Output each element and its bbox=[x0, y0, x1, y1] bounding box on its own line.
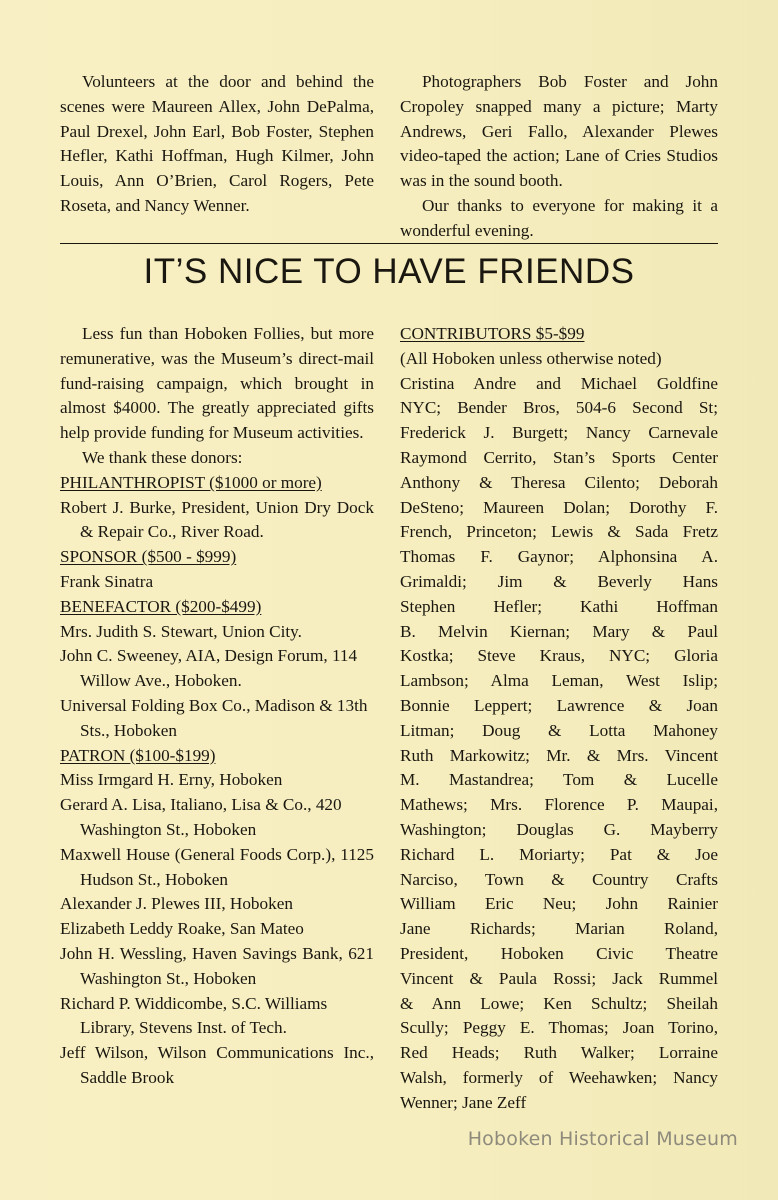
contributor-line: Narciso, Town & Country Crafts bbox=[400, 869, 718, 889]
benefactor-entry: Universal Folding Box Co., Madison & 13th Sts., Hoboken bbox=[60, 695, 368, 740]
sponsor-entry: Frank Sinatra bbox=[60, 571, 154, 591]
contributor-line: Walsh, formerly of Weehawken; Nancy bbox=[400, 1067, 718, 1087]
contributor-line: French, Princeton; Lewis & Sada Fretz bbox=[400, 522, 718, 542]
contributor-line: Vincent & Paula Rossi; Jack Rummel bbox=[400, 968, 718, 988]
philanthropist-entry: Robert J. Burke, President, Union Dry Dock & Repair Co., River Road. bbox=[60, 497, 374, 542]
volunteers-column bbox=[60, 70, 374, 219]
thanks-line: We thank these donors: bbox=[82, 447, 243, 467]
contributor-line: Bonnie Leppert; Lawrence & Joan bbox=[400, 695, 718, 715]
contributor-line: Stephen Hefler; Kathi Hoffman bbox=[400, 596, 718, 616]
contributor-line: Jane Richards; Marian Roland, bbox=[400, 919, 718, 939]
benefactor-entry: Mrs. Judith S. Stewart, Union City. bbox=[60, 621, 302, 641]
page-headline: IT’S NICE TO HAVE FRIENDS bbox=[143, 252, 635, 291]
contributor-line: Lambson; Alma Leman, West Islip; bbox=[400, 671, 718, 691]
photographers-column bbox=[400, 70, 718, 244]
contributor-line: Ruth Markowitz; Mr. & Mrs. Vincent bbox=[400, 745, 718, 765]
contributor-line: Mathews; Mrs. Florence P. Maupai, bbox=[400, 795, 718, 815]
intro-paragraph: Less fun than Hoboken Follies, but more remunerative, was the Museum’s direct-mail fund-raising campaign, which brought in almost $4000. The greatly appreciated gifts help provide funding for Museum activities. bbox=[60, 324, 374, 443]
contributor-line: Richard L. Moriarty; Pat & Joe bbox=[400, 844, 718, 864]
contributor-line: Anthony & Theresa Cilento; Deborah bbox=[400, 472, 718, 492]
contributor-line: Scully; Peggy E. Thomas; Joan Torino, bbox=[400, 1018, 718, 1038]
thanks-paragraph: Our thanks to everyone for making it a wonderful evening. bbox=[400, 195, 718, 240]
contributor-line: NYC; Bender Bros, 504-6 Second St; bbox=[400, 398, 718, 418]
patron-heading: PATRON ($100-$199) bbox=[60, 745, 216, 765]
contributor-line: Red Heads; Ruth Walker; Lorraine bbox=[400, 1043, 718, 1063]
sponsor-heading: SPONSOR ($500 - $999) bbox=[60, 547, 237, 567]
contributor-line: Thomas F. Gaynor; Alphonsina A. bbox=[400, 547, 718, 567]
contributors-heading: CONTRIBUTORS $5-$99 bbox=[400, 324, 585, 343]
benefactor-heading: BENEFACTOR ($200-$499) bbox=[60, 596, 262, 616]
contributor-line: Grimaldi; Jim & Beverly Hans bbox=[400, 571, 718, 591]
contributor-line: Frederick J. Burgett; Nancy Carnevale bbox=[400, 423, 718, 443]
patron-entry: Maxwell House (General Foods Corp.), 1125 Hudson St., Hoboken bbox=[60, 844, 374, 889]
patron-entry: Elizabeth Leddy Roake, San Mateo bbox=[60, 919, 304, 939]
patron-entry: Alexander J. Plewes III, Hoboken bbox=[60, 894, 293, 914]
contributor-line: & Ann Lowe; Ken Schultz; Sheilah bbox=[400, 993, 718, 1013]
contributors-list bbox=[400, 372, 718, 1116]
patron-entry: John H. Wessling, Haven Savings Bank, 621 Washington St., Hoboken bbox=[60, 943, 374, 988]
patron-entry: Jeff Wilson, Wilson Communications Inc., Saddle Brook bbox=[60, 1043, 374, 1087]
contributor-line: Raymond Cerrito, Stan’s Sports Center bbox=[400, 447, 718, 467]
philanthropist-heading: PHILANTHROPIST ($1000 or more) bbox=[60, 472, 322, 492]
contributor-line: Cristina Andre and Michael Goldfine bbox=[400, 373, 718, 393]
museum-watermark: Hoboken Historical Museum bbox=[467, 1128, 738, 1150]
contributor-line: B. Melvin Kiernan; Mary & Paul bbox=[400, 621, 718, 641]
contributor-line: William Eric Neu; John Rainier bbox=[400, 894, 718, 914]
contributor-line: Wenner; Jane Zeff bbox=[400, 1092, 527, 1112]
contributor-line: Litman; Doug & Lotta Mahoney bbox=[400, 720, 718, 740]
patron-entry: Richard P. Widdicombe, S.C. Williams Library, Stevens Inst. of Tech. bbox=[60, 993, 328, 1038]
patron-entry: Gerard A. Lisa, Italiano, Lisa & Co., 420 Washington St., Hoboken bbox=[60, 795, 342, 839]
contributor-line: Kostka; Steve Kraus, NYC; Gloria bbox=[400, 646, 718, 666]
contributor-line: M. Mastandrea; Tom & Lucelle bbox=[400, 770, 718, 790]
volunteers-paragraph: Volunteers at the door and behind the scenes were Maureen Allex, John DePalma, Paul Drexel, John Earl, Bob Foster, Stephen Hefler, Kathi Hoffman, Hugh Kilmer, John Louis, Ann O’Brien, Carol Rogers, Pete Roseta, and Nancy Wenner. bbox=[60, 72, 374, 215]
contributor-line: DeSteno; Maureen Dolan; Dorothy F. bbox=[400, 497, 718, 517]
benefactor-entry: John C. Sweeney, AIA, Design Forum, 114 Willow Ave., Hoboken. bbox=[60, 646, 358, 691]
patron-entry: Miss Irmgard H. Erny, Hoboken bbox=[60, 770, 283, 790]
photographers-paragraph: Photographers Bob Foster and John Cropoley snapped many a picture; Marty Andrews, Geri Fallo, Alexander Plewes video-taped the action; Lane of Cries Studios was in the sound booth. bbox=[400, 72, 718, 191]
donors-column bbox=[60, 322, 374, 1091]
contributors-column bbox=[400, 322, 718, 1116]
contributors-note: (All Hoboken unless otherwise noted) bbox=[400, 348, 662, 368]
section-divider bbox=[60, 243, 718, 244]
contributor-line: Washington; Douglas G. Mayberry bbox=[400, 819, 718, 839]
contributor-line: President, Hoboken Civic Theatre bbox=[400, 943, 718, 963]
